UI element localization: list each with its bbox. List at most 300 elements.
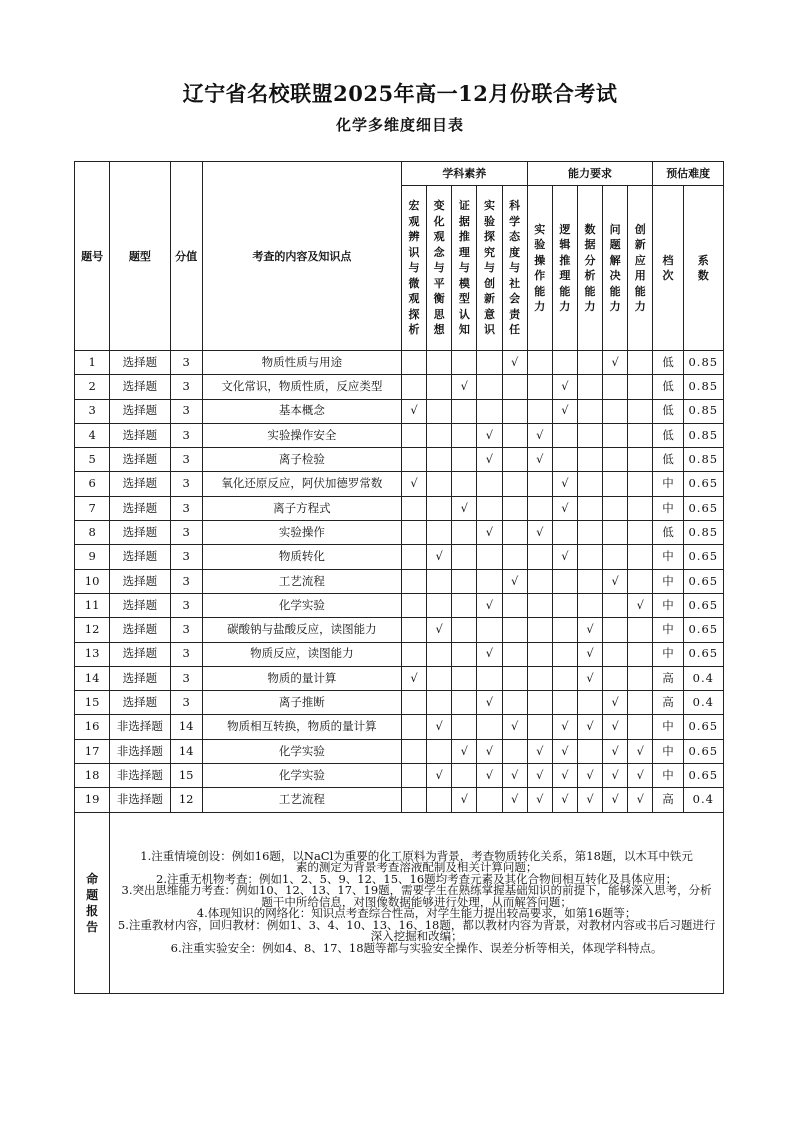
question-content: 化学实验 bbox=[202, 593, 401, 617]
ability-check-cell bbox=[603, 666, 628, 690]
literacy-check-cell bbox=[502, 399, 527, 423]
literacy-check-cell bbox=[502, 448, 527, 472]
header-literacy-label: 宏观辨识与微观探析 bbox=[408, 199, 420, 337]
literacy-check-cell bbox=[427, 375, 452, 399]
literacy-check-cell: √ bbox=[477, 521, 502, 545]
header-group-literacy: 学科素养 bbox=[401, 162, 527, 186]
difficulty-coefficient: 0.4 bbox=[683, 691, 723, 715]
table-row bbox=[75, 423, 724, 447]
table-row bbox=[75, 788, 724, 812]
header-ability-col bbox=[628, 186, 653, 351]
ability-check-cell: √ bbox=[527, 448, 552, 472]
literacy-check-cell bbox=[502, 618, 527, 642]
ability-check-cell bbox=[577, 448, 602, 472]
ability-check-cell: √ bbox=[552, 375, 577, 399]
ability-check-cell: √ bbox=[527, 764, 552, 788]
header-literacy-label: 实验探究与创新意识 bbox=[483, 199, 495, 337]
literacy-check-cell: √ bbox=[502, 351, 527, 375]
question-number: 5 bbox=[75, 448, 110, 472]
difficulty-level: 高 bbox=[653, 691, 683, 715]
literacy-check-cell bbox=[477, 715, 502, 739]
question-content: 物质转化 bbox=[202, 545, 401, 569]
header-score: 分值 bbox=[170, 162, 202, 351]
table-row bbox=[75, 715, 724, 739]
literacy-check-cell bbox=[452, 642, 477, 666]
table-row bbox=[75, 642, 724, 666]
literacy-check-cell bbox=[502, 642, 527, 666]
question-score: 3 bbox=[170, 618, 202, 642]
difficulty-coefficient: 0.85 bbox=[683, 521, 723, 545]
ability-check-cell bbox=[552, 666, 577, 690]
literacy-check-cell bbox=[401, 351, 426, 375]
ability-check-cell bbox=[577, 593, 602, 617]
literacy-check-cell: √ bbox=[502, 788, 527, 812]
ability-check-cell bbox=[628, 375, 653, 399]
question-content: 离子方程式 bbox=[202, 496, 401, 520]
detail-table bbox=[74, 161, 724, 994]
difficulty-coefficient: 0.85 bbox=[683, 375, 723, 399]
table-row bbox=[75, 739, 724, 763]
ability-check-cell: √ bbox=[603, 739, 628, 763]
question-content: 化学实验 bbox=[202, 739, 401, 763]
literacy-check-cell bbox=[401, 715, 426, 739]
literacy-check-cell bbox=[477, 399, 502, 423]
literacy-check-cell bbox=[452, 569, 477, 593]
difficulty-level: 中 bbox=[653, 593, 683, 617]
ability-check-cell bbox=[628, 545, 653, 569]
header-literacy-col bbox=[502, 186, 527, 351]
difficulty-coefficient: 0.65 bbox=[683, 764, 723, 788]
difficulty-level: 中 bbox=[653, 715, 683, 739]
ability-check-cell bbox=[603, 472, 628, 496]
question-content: 实验操作安全 bbox=[202, 423, 401, 447]
literacy-check-cell: √ bbox=[452, 496, 477, 520]
question-content: 基本概念 bbox=[202, 399, 401, 423]
ability-check-cell: √ bbox=[603, 715, 628, 739]
ability-check-cell: √ bbox=[552, 496, 577, 520]
literacy-check-cell bbox=[401, 642, 426, 666]
difficulty-coefficient: 0.65 bbox=[683, 593, 723, 617]
ability-check-cell bbox=[628, 691, 653, 715]
literacy-check-cell bbox=[452, 764, 477, 788]
ability-check-cell bbox=[577, 545, 602, 569]
question-type: 选择题 bbox=[110, 569, 170, 593]
question-number: 12 bbox=[75, 618, 110, 642]
question-number: 14 bbox=[75, 666, 110, 690]
ability-check-cell bbox=[628, 351, 653, 375]
header-ability-label: 问题解决能力 bbox=[609, 222, 621, 313]
ability-check-cell: √ bbox=[577, 715, 602, 739]
question-number: 3 bbox=[75, 399, 110, 423]
question-type: 选择题 bbox=[110, 618, 170, 642]
difficulty-coefficient: 0.65 bbox=[683, 618, 723, 642]
difficulty-coefficient: 0.85 bbox=[683, 448, 723, 472]
header-group-ability: 能力要求 bbox=[527, 162, 653, 186]
question-number: 2 bbox=[75, 375, 110, 399]
question-type: 非选择题 bbox=[110, 739, 170, 763]
header-coef-label: 系数 bbox=[697, 253, 709, 282]
header-ability-label: 逻辑推理能力 bbox=[559, 222, 571, 313]
literacy-check-cell: √ bbox=[452, 375, 477, 399]
literacy-check-cell: √ bbox=[477, 448, 502, 472]
literacy-check-cell bbox=[401, 764, 426, 788]
literacy-check-cell bbox=[477, 666, 502, 690]
literacy-check-cell: √ bbox=[477, 691, 502, 715]
ability-check-cell bbox=[577, 399, 602, 423]
question-content: 文化常识，物质性质，反应类型 bbox=[202, 375, 401, 399]
ability-check-cell: √ bbox=[577, 642, 602, 666]
literacy-check-cell bbox=[502, 496, 527, 520]
question-score: 3 bbox=[170, 691, 202, 715]
literacy-check-cell bbox=[502, 375, 527, 399]
question-score: 3 bbox=[170, 472, 202, 496]
ability-check-cell bbox=[527, 399, 552, 423]
difficulty-coefficient: 0.4 bbox=[683, 666, 723, 690]
question-number: 16 bbox=[75, 715, 110, 739]
ability-check-cell bbox=[603, 375, 628, 399]
literacy-check-cell bbox=[427, 399, 452, 423]
table-row bbox=[75, 351, 724, 375]
literacy-check-cell bbox=[401, 618, 426, 642]
question-type: 选择题 bbox=[110, 691, 170, 715]
literacy-check-cell: √ bbox=[477, 593, 502, 617]
header-row-1 bbox=[75, 162, 724, 186]
table-row bbox=[75, 521, 724, 545]
ability-check-cell: √ bbox=[552, 399, 577, 423]
difficulty-level: 中 bbox=[653, 739, 683, 763]
ability-check-cell bbox=[628, 666, 653, 690]
literacy-check-cell: √ bbox=[401, 399, 426, 423]
literacy-check-cell: √ bbox=[477, 423, 502, 447]
difficulty-level: 低 bbox=[653, 521, 683, 545]
report-line: 深入挖掘和改编； bbox=[370, 929, 463, 944]
ability-check-cell bbox=[552, 351, 577, 375]
literacy-check-cell bbox=[401, 423, 426, 447]
literacy-check-cell bbox=[502, 521, 527, 545]
header-type: 题型 bbox=[110, 162, 170, 351]
literacy-check-cell bbox=[427, 569, 452, 593]
literacy-check-cell: √ bbox=[427, 715, 452, 739]
table-row bbox=[75, 472, 724, 496]
header-ability-label: 创新应用能力 bbox=[634, 222, 646, 313]
header-literacy-col bbox=[427, 186, 452, 351]
literacy-check-cell bbox=[427, 521, 452, 545]
ability-check-cell: √ bbox=[603, 569, 628, 593]
ability-check-cell bbox=[577, 423, 602, 447]
header-group-difficulty: 预估难度 bbox=[653, 162, 724, 186]
report-line: 2.注重无机物考查：例如1、2、5、9、12、15、16题均考查元素及其化合物间相互转化及具体应用； bbox=[156, 871, 678, 886]
question-number: 6 bbox=[75, 472, 110, 496]
literacy-check-cell bbox=[427, 788, 452, 812]
difficulty-level: 中 bbox=[653, 472, 683, 496]
ability-check-cell: √ bbox=[577, 764, 602, 788]
ability-check-cell: √ bbox=[552, 764, 577, 788]
difficulty-coefficient: 0.85 bbox=[683, 351, 723, 375]
question-score: 14 bbox=[170, 715, 202, 739]
header-literacy-col bbox=[477, 186, 502, 351]
literacy-check-cell bbox=[427, 448, 452, 472]
ability-check-cell bbox=[628, 521, 653, 545]
header-ability-col bbox=[552, 186, 577, 351]
ability-check-cell bbox=[628, 715, 653, 739]
literacy-check-cell bbox=[452, 472, 477, 496]
header-literacy-col bbox=[401, 186, 426, 351]
ability-check-cell: √ bbox=[552, 739, 577, 763]
ability-check-cell bbox=[527, 666, 552, 690]
ability-check-cell bbox=[577, 521, 602, 545]
literacy-check-cell: √ bbox=[452, 739, 477, 763]
literacy-check-cell bbox=[452, 618, 477, 642]
ability-check-cell bbox=[603, 521, 628, 545]
question-type: 非选择题 bbox=[110, 764, 170, 788]
difficulty-coefficient: 0.65 bbox=[683, 739, 723, 763]
table-row bbox=[75, 448, 724, 472]
table-body bbox=[75, 351, 724, 813]
literacy-check-cell bbox=[452, 593, 477, 617]
question-score: 3 bbox=[170, 496, 202, 520]
ability-check-cell bbox=[527, 545, 552, 569]
question-content: 离子推断 bbox=[202, 691, 401, 715]
report-row bbox=[75, 812, 724, 993]
ability-check-cell bbox=[552, 642, 577, 666]
ability-check-cell bbox=[628, 423, 653, 447]
question-type: 选择题 bbox=[110, 545, 170, 569]
table-row bbox=[75, 399, 724, 423]
literacy-check-cell bbox=[477, 496, 502, 520]
literacy-check-cell bbox=[477, 351, 502, 375]
header-ability-col bbox=[577, 186, 602, 351]
question-type: 非选择题 bbox=[110, 788, 170, 812]
ability-check-cell: √ bbox=[577, 788, 602, 812]
difficulty-coefficient: 0.65 bbox=[683, 545, 723, 569]
question-content: 物质的量计算 bbox=[202, 666, 401, 690]
ability-check-cell: √ bbox=[603, 764, 628, 788]
difficulty-coefficient: 0.65 bbox=[683, 642, 723, 666]
table-row bbox=[75, 691, 724, 715]
ability-check-cell bbox=[527, 496, 552, 520]
ability-check-cell: √ bbox=[552, 715, 577, 739]
question-content: 氧化还原反应，阿伏加德罗常数 bbox=[202, 472, 401, 496]
table-row bbox=[75, 545, 724, 569]
ability-check-cell bbox=[577, 739, 602, 763]
difficulty-level: 低 bbox=[653, 448, 683, 472]
question-number: 11 bbox=[75, 593, 110, 617]
ability-check-cell bbox=[603, 545, 628, 569]
table-row bbox=[75, 375, 724, 399]
literacy-check-cell bbox=[401, 448, 426, 472]
literacy-check-cell: √ bbox=[427, 618, 452, 642]
literacy-check-cell: √ bbox=[401, 472, 426, 496]
question-score: 15 bbox=[170, 764, 202, 788]
ability-check-cell bbox=[577, 375, 602, 399]
literacy-check-cell: √ bbox=[477, 739, 502, 763]
table-row bbox=[75, 764, 724, 788]
header-ability-col bbox=[527, 186, 552, 351]
ability-check-cell: √ bbox=[603, 351, 628, 375]
ability-check-cell bbox=[552, 423, 577, 447]
question-content: 物质反应，读图能力 bbox=[202, 642, 401, 666]
difficulty-level: 中 bbox=[653, 545, 683, 569]
literacy-check-cell bbox=[452, 521, 477, 545]
table-row bbox=[75, 496, 724, 520]
header-ability-col bbox=[603, 186, 628, 351]
literacy-check-cell bbox=[427, 593, 452, 617]
ability-check-cell: √ bbox=[628, 739, 653, 763]
literacy-check-cell bbox=[427, 691, 452, 715]
difficulty-level: 低 bbox=[653, 423, 683, 447]
header-literacy-label: 科学态度与社会责任 bbox=[509, 199, 521, 337]
ability-check-cell: √ bbox=[552, 472, 577, 496]
literacy-check-cell bbox=[452, 715, 477, 739]
ability-check-cell bbox=[577, 691, 602, 715]
literacy-check-cell bbox=[477, 569, 502, 593]
question-number: 18 bbox=[75, 764, 110, 788]
header-content: 考查的内容及知识点 bbox=[202, 162, 401, 351]
question-score: 3 bbox=[170, 569, 202, 593]
ability-check-cell bbox=[552, 569, 577, 593]
difficulty-level: 低 bbox=[653, 375, 683, 399]
ability-check-cell: √ bbox=[628, 788, 653, 812]
literacy-check-cell bbox=[502, 472, 527, 496]
ability-check-cell: √ bbox=[527, 521, 552, 545]
ability-check-cell: √ bbox=[552, 788, 577, 812]
literacy-check-cell bbox=[452, 666, 477, 690]
ability-check-cell bbox=[603, 642, 628, 666]
literacy-check-cell: √ bbox=[502, 715, 527, 739]
ability-check-cell bbox=[552, 521, 577, 545]
ability-check-cell bbox=[527, 642, 552, 666]
literacy-check-cell bbox=[477, 472, 502, 496]
ability-check-cell bbox=[603, 399, 628, 423]
ability-check-cell bbox=[603, 618, 628, 642]
ability-check-cell bbox=[577, 496, 602, 520]
ability-check-cell bbox=[628, 569, 653, 593]
difficulty-level: 中 bbox=[653, 496, 683, 520]
ability-check-cell: √ bbox=[552, 545, 577, 569]
question-score: 3 bbox=[170, 521, 202, 545]
ability-check-cell bbox=[552, 593, 577, 617]
ability-check-cell bbox=[527, 691, 552, 715]
literacy-check-cell bbox=[502, 545, 527, 569]
question-type: 选择题 bbox=[110, 593, 170, 617]
ability-check-cell bbox=[527, 375, 552, 399]
header-level-label: 档次 bbox=[662, 253, 674, 282]
ability-check-cell bbox=[552, 691, 577, 715]
ability-check-cell bbox=[577, 351, 602, 375]
report-line: 5.注重教材内容，回归教材：例如1、3、4、10、13、16、18题，都以教材内容为背景，对教材内容或书后习题进行 bbox=[117, 917, 716, 932]
report-label-cell bbox=[75, 812, 110, 993]
difficulty-coefficient: 0.65 bbox=[683, 715, 723, 739]
report-line: 6.注重实验安全：例如4、8、17、18题等都与实验安全操作、误差分析等相关，体现学科特点。 bbox=[170, 940, 663, 955]
question-type: 选择题 bbox=[110, 521, 170, 545]
literacy-check-cell bbox=[427, 666, 452, 690]
ability-check-cell bbox=[552, 448, 577, 472]
table-row bbox=[75, 569, 724, 593]
question-content: 物质相互转换，物质的量计算 bbox=[202, 715, 401, 739]
literacy-check-cell bbox=[427, 642, 452, 666]
literacy-check-cell bbox=[452, 448, 477, 472]
literacy-check-cell: √ bbox=[477, 642, 502, 666]
difficulty-level: 中 bbox=[653, 764, 683, 788]
literacy-check-cell bbox=[401, 375, 426, 399]
question-score: 3 bbox=[170, 375, 202, 399]
literacy-check-cell bbox=[427, 351, 452, 375]
page-subtitle: 化学多维度细目表 bbox=[335, 116, 464, 134]
question-type: 选择题 bbox=[110, 666, 170, 690]
question-score: 3 bbox=[170, 545, 202, 569]
literacy-check-cell bbox=[502, 666, 527, 690]
ability-check-cell bbox=[527, 715, 552, 739]
question-type: 选择题 bbox=[110, 399, 170, 423]
question-type: 选择题 bbox=[110, 423, 170, 447]
header-literacy-label: 变化观念与平衡思想 bbox=[433, 199, 445, 337]
literacy-check-cell bbox=[502, 739, 527, 763]
table-row bbox=[75, 593, 724, 617]
difficulty-coefficient: 0.65 bbox=[683, 569, 723, 593]
literacy-check-cell bbox=[401, 569, 426, 593]
ability-check-cell: √ bbox=[577, 618, 602, 642]
question-score: 3 bbox=[170, 642, 202, 666]
ability-check-cell bbox=[527, 472, 552, 496]
literacy-check-cell bbox=[401, 545, 426, 569]
ability-check-cell bbox=[552, 618, 577, 642]
ability-check-cell bbox=[628, 618, 653, 642]
difficulty-coefficient: 0.85 bbox=[683, 399, 723, 423]
literacy-check-cell: √ bbox=[401, 666, 426, 690]
question-type: 选择题 bbox=[110, 375, 170, 399]
difficulty-level: 高 bbox=[653, 666, 683, 690]
literacy-check-cell bbox=[477, 545, 502, 569]
literacy-check-cell bbox=[452, 691, 477, 715]
literacy-check-cell bbox=[427, 423, 452, 447]
literacy-check-cell bbox=[452, 351, 477, 375]
report-line: 素的测定为背景考查溶液配制及相关计算问题； bbox=[295, 860, 538, 875]
ability-check-cell bbox=[628, 642, 653, 666]
literacy-check-cell bbox=[502, 691, 527, 715]
question-content: 实验操作 bbox=[202, 521, 401, 545]
header-ability-label: 数据分析能力 bbox=[584, 222, 596, 313]
difficulty-coefficient: 0.4 bbox=[683, 788, 723, 812]
literacy-check-cell bbox=[401, 521, 426, 545]
ability-check-cell bbox=[628, 472, 653, 496]
question-number: 13 bbox=[75, 642, 110, 666]
question-type: 选择题 bbox=[110, 448, 170, 472]
report-line: 4.体现知识的网络化：知识点考查综合性高，对学生能力提出较高要求，如第16题等； bbox=[196, 906, 637, 921]
literacy-check-cell bbox=[452, 423, 477, 447]
question-type: 非选择题 bbox=[110, 715, 170, 739]
question-content: 物质性质与用途 bbox=[202, 351, 401, 375]
literacy-check-cell bbox=[477, 375, 502, 399]
difficulty-level: 低 bbox=[653, 399, 683, 423]
ability-check-cell bbox=[527, 618, 552, 642]
table-row bbox=[75, 618, 724, 642]
literacy-check-cell bbox=[401, 788, 426, 812]
ability-check-cell bbox=[628, 399, 653, 423]
report-line: 3.突出思维能力考查：例如10、12、13、17、19题，需要学生在熟练掌握基础知识的前提下，能够深入思考，分析 bbox=[121, 883, 712, 898]
literacy-check-cell bbox=[427, 496, 452, 520]
ability-check-cell bbox=[603, 593, 628, 617]
difficulty-level: 低 bbox=[653, 351, 683, 375]
ability-check-cell: √ bbox=[628, 764, 653, 788]
ability-check-cell bbox=[577, 569, 602, 593]
question-number: 7 bbox=[75, 496, 110, 520]
ability-check-cell: √ bbox=[628, 593, 653, 617]
question-number: 15 bbox=[75, 691, 110, 715]
question-number: 10 bbox=[75, 569, 110, 593]
question-score: 3 bbox=[170, 423, 202, 447]
question-type: 选择题 bbox=[110, 351, 170, 375]
page-title: 辽宁省名校联盟2025年高一12月份联合考试 bbox=[182, 81, 618, 106]
